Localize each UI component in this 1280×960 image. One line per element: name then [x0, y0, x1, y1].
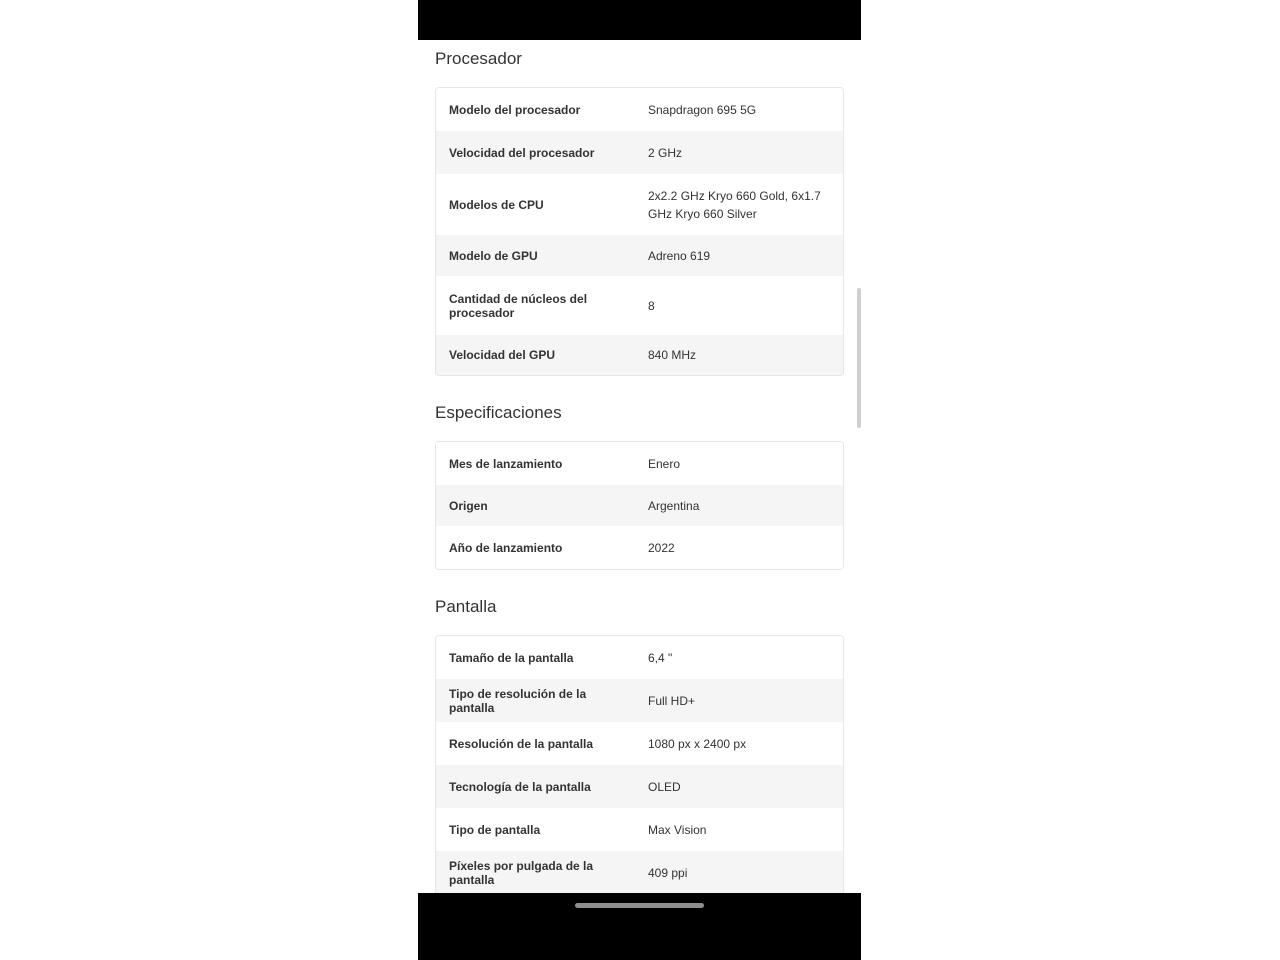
status-bar	[418, 0, 861, 40]
spec-value: Full HD+	[648, 693, 696, 708]
spec-value: 409 ppi	[648, 865, 688, 880]
spec-value: Argentina	[648, 498, 700, 513]
spec-value: OLED	[648, 779, 681, 794]
spec-key: Velocidad del procesador	[449, 145, 595, 160]
spec-value: 8	[648, 298, 655, 313]
spec-row	[436, 526, 843, 569]
spec-row	[436, 851, 843, 893]
spec-row	[436, 335, 843, 375]
spec-row	[436, 722, 843, 765]
spec-table-procesador	[435, 87, 844, 376]
spec-key: Año de lanzamiento	[449, 540, 563, 555]
spec-row	[436, 131, 843, 174]
spec-key: Tipo de resolución de la pantalla	[449, 686, 587, 715]
spec-key: Modelo de GPU	[449, 248, 538, 263]
spec-value: Adreno 619	[648, 248, 711, 263]
spec-value: Max Vision	[648, 822, 707, 837]
spec-row	[436, 442, 843, 485]
spec-key: Modelo del procesador	[449, 102, 581, 117]
navigation-bar	[418, 893, 861, 960]
spec-key: Tipo de pantalla	[449, 822, 541, 837]
spec-table-pantalla	[435, 635, 844, 893]
spec-key: Velocidad del GPU	[449, 348, 556, 362]
spec-row	[436, 485, 843, 526]
spec-key: Tecnología de la pantalla	[449, 779, 591, 794]
spec-value: Snapdragon 695 5G	[648, 102, 757, 117]
spec-row	[436, 276, 843, 335]
spec-value: 2 GHz	[648, 145, 683, 160]
section-title-pantalla: Pantalla	[435, 597, 497, 616]
spec-value: 2x2.2 GHz Kryo 660 Gold, 6x1.7 GHz Kryo 660 Silver	[648, 188, 821, 221]
spec-table-especificaciones	[435, 441, 844, 570]
spec-key: Píxeles por pulgada de la pantalla	[449, 858, 594, 887]
spec-key: Mes de lanzamiento	[449, 456, 563, 471]
phone-screen	[418, 0, 861, 960]
spec-row	[436, 765, 843, 808]
spec-row	[436, 235, 843, 276]
spec-key: Origen	[449, 498, 488, 513]
spec-key: Resolución de la pantalla	[449, 736, 594, 751]
spec-row	[436, 679, 843, 722]
section-title-procesador: Procesador	[435, 49, 522, 68]
section-title-especificaciones: Especificaciones	[435, 403, 562, 422]
spec-value: 2022	[648, 540, 675, 555]
spec-key: Modelos de CPU	[449, 197, 544, 212]
spec-row	[436, 636, 843, 679]
home-indicator[interactable]	[575, 903, 704, 908]
spec-value: 840 MHz	[648, 348, 697, 362]
spec-value: 1080 px x 2400 px	[648, 736, 747, 751]
spec-key: Tamaño de la pantalla	[449, 650, 574, 665]
spec-key: Cantidad de núcleos del procesador	[449, 291, 588, 320]
spec-content	[418, 40, 861, 893]
spec-row	[436, 808, 843, 851]
scrollbar[interactable]	[857, 288, 861, 428]
spec-row	[436, 174, 843, 235]
spec-value: 6,4 "	[648, 650, 673, 665]
spec-value: Enero	[648, 456, 681, 471]
spec-row	[436, 88, 843, 131]
